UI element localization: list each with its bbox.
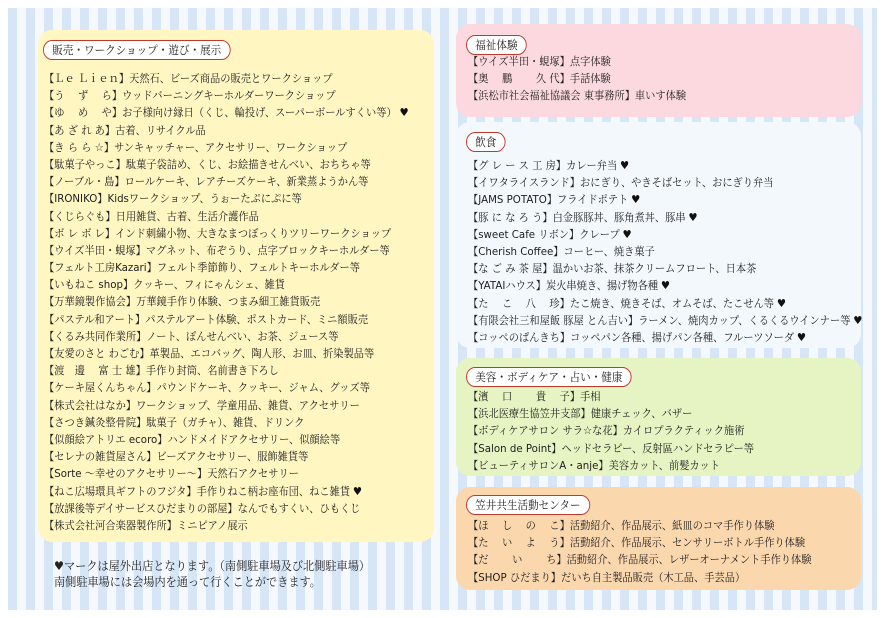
welfare-title: 福祉体験 — [466, 35, 527, 55]
exhibitor-description: ノート、ぽんせんべい、お茶、ジュース等 — [146, 329, 339, 343]
exhibitor-name: 【ねこ広場環具ギフトのフジタ】 — [44, 484, 197, 498]
list-item — [468, 260, 862, 277]
exhibitor-description: だいち自主製品販売（木工品、手芸品） — [561, 570, 746, 584]
exhibitor-description: クッキー、フィにゃんシェ、雑貨 — [133, 278, 286, 292]
list-item — [468, 457, 754, 474]
outdoor-note-line1: ♥マークは屋外出店となります。（南側駐車場及び北側駐車場） — [54, 559, 371, 573]
list-item — [44, 104, 409, 121]
list-item — [44, 208, 409, 225]
exhibitor-name: 【コッペのぱんきち】 — [468, 330, 571, 344]
list-item — [44, 328, 409, 345]
exhibitor-description: 活動紹介、作品展示、レザーオーナメント手作り体験 — [566, 553, 812, 567]
exhibitor-name: 【友愛のさと わごむ】 — [44, 347, 150, 360]
list-item — [44, 379, 409, 396]
beauty-panel — [456, 358, 861, 476]
exhibitor-name: 【ノーブル・島】 — [44, 175, 125, 189]
exhibitor-description: 日用雑貨、古着、生活介護作品 — [115, 209, 259, 223]
exhibitor-description: フライドポテト — [557, 193, 629, 207]
exhibitor-name: 【株式会社河合楽器製作所】 — [44, 518, 177, 532]
list-item — [468, 312, 862, 329]
exhibitor-name: 【だ い ち】 — [468, 553, 567, 567]
exhibitor-description: マグネット、布ぞうり、点字ブロックキーホルダー等 — [145, 243, 390, 257]
list-item — [468, 209, 862, 226]
exhibitor-description: 駄菓子袋詰め、くじ、お絵描きせんべい、おちちゃ等 — [125, 157, 371, 171]
list-item — [44, 173, 409, 190]
exhibitor-description: 天然石、ビーズ商品の販売とワークショップ — [129, 72, 333, 85]
exhibitor-description: 点字体験 — [569, 55, 611, 68]
list-item — [468, 517, 811, 534]
exhibitor-name: 【似顔絵アトリエ ecoro】 — [44, 432, 168, 446]
list-item — [44, 225, 409, 242]
exhibitor-name: 【あ ざ れ あ】 — [44, 123, 116, 137]
exhibitor-name: 【ケーキ屋くんちゃん】 — [44, 381, 157, 395]
list-item — [44, 414, 409, 431]
list-item — [468, 569, 811, 586]
exhibitor-description: パステルアート体験、ポストカード、ミニ額販売 — [145, 312, 369, 326]
outdoor-heart-icon: ♥ — [853, 313, 863, 327]
list-item — [44, 517, 409, 534]
exhibitor-name: 【JAMS POTATO】 — [468, 193, 558, 207]
exhibitor-description: 健康チェック、バザー — [590, 407, 693, 421]
sales-title: 販売・ワークショップ・遊び・展示 — [43, 40, 230, 60]
exhibitor-name: 【株式会社はなか】 — [44, 398, 137, 412]
exhibitor-name: 【sweet Cafe リボン】 — [468, 227, 580, 241]
exhibitor-description: インド刺繍小物、大きなまつぼっくりツリーワークショップ — [115, 226, 392, 240]
exhibitor-description: お子様向け縁日（くじ、輪投げ、スーパーボールすくい等） — [122, 106, 397, 120]
outdoor-note — [54, 558, 370, 590]
exhibitor-description: 万華鏡手作り体験、つまみ細工雑貨販売 — [136, 295, 321, 309]
exhibitor-name: 【Sorte ～幸せのアクセサリー～】 — [44, 467, 208, 481]
list-item — [468, 174, 862, 191]
exhibitor-name: 【な ご み 茶 屋】 — [468, 262, 553, 276]
list-item — [468, 295, 862, 312]
list-item — [468, 277, 862, 294]
exhibitor-description: パウンドケーキ、クッキー、ジャム、グッズ等 — [156, 381, 370, 395]
exhibitor-description: 炭火串焼き、揚げ物各種 — [545, 279, 659, 293]
exhibitor-name: 【浜松市社会福祉協議会 東事務所】 — [468, 89, 635, 103]
beauty-title: 美容・ボディケア・占い・健康 — [466, 367, 632, 387]
exhibitor-description: 手作り封筒、名前書き下ろし — [145, 364, 279, 378]
exhibitor-name: 【グ レ ー ス 工 房】 — [468, 159, 567, 172]
exhibitor-description: Kidsワークショップ、うぉーたぷにぷに等 — [107, 192, 302, 206]
exhibitor-name: 【ボ レ ボ レ】 — [44, 226, 116, 240]
list-item — [468, 422, 754, 439]
list-item — [44, 242, 409, 259]
list-item — [468, 226, 862, 243]
exhibitor-name: 【豚 に な ろ う】 — [468, 210, 553, 224]
list-item — [44, 139, 409, 156]
exhibitor-name: 【パステル和アート】 — [44, 312, 146, 326]
list-item — [468, 534, 811, 551]
outdoor-heart-icon: ♥ — [796, 330, 807, 344]
list-item — [468, 191, 862, 208]
outdoor-heart-icon: ♥ — [776, 296, 787, 310]
list-item — [468, 70, 686, 87]
list-item — [44, 345, 409, 362]
exhibitor-name: 【渡 邊 富 士 雄】 — [44, 364, 146, 378]
exhibitor-description: 手相 — [580, 390, 601, 403]
exhibitor-description: ミニピアノ展示 — [176, 518, 248, 532]
exhibitor-name: 【イワタライスランド】 — [468, 176, 581, 190]
exhibitor-description: なんでもすくい、ひもくじ — [237, 501, 361, 515]
exhibitor-description: 手作りねこ柄お座布団、ねこ雑貨 — [196, 484, 351, 498]
exhibitor-description: 美容カット、前髪カット — [608, 458, 721, 472]
exhibitor-description: フェルト季節飾り、フェルトキーホルダー等 — [156, 261, 360, 275]
outdoor-heart-icon: ♥ — [631, 193, 641, 207]
exhibitor-name: 【ウイズ半田・蜆塚】 — [44, 243, 146, 257]
kasai-list — [468, 517, 837, 586]
outdoor-heart-icon: ♥ — [660, 279, 671, 293]
exhibitor-name: 【Cherish Coffee】 — [468, 244, 564, 258]
outdoor-note-line2: 南側駐車場には会場内を通って行くことができます。 — [54, 575, 321, 589]
exhibitor-description: ワークショップ、学童用品、雑貨、アクセサリー — [136, 398, 360, 412]
list-item — [44, 483, 409, 500]
exhibitor-name: 【さつき鍼灸整骨院】 — [44, 415, 147, 429]
exhibitor-description: ロールケーキ、レアチーズケーキ、新業蒸ようかん等 — [124, 175, 369, 189]
exhibitor-name: 【フェルト工房Kazari】 — [44, 261, 157, 275]
list-item — [44, 156, 409, 173]
list-item — [468, 405, 754, 422]
exhibitor-description: おにぎり、やきそばセット、おにぎり弁当 — [580, 176, 774, 190]
list-item — [44, 190, 409, 207]
exhibitor-name: 【SHOP ひだまり】 — [468, 570, 562, 584]
exhibitor-description: たこ焼き、焼きそば、オムそば、たこせん等 — [569, 296, 775, 310]
list-item — [44, 122, 409, 139]
exhibitor-name: 【YATAIハウス】 — [468, 279, 546, 293]
list-item — [44, 311, 409, 328]
exhibitor-name: 【き ら ら ☆】 — [44, 140, 115, 154]
exhibitor-name: 【くじらぐも】 — [44, 209, 116, 223]
exhibitor-description: サンキャッチャー、アクセサリー、ワークショップ — [114, 140, 348, 154]
exhibitor-name: 【ほ し の こ】 — [468, 519, 570, 532]
welfare-panel — [456, 24, 861, 117]
exhibitor-name: 【有限会社三和屋飯 豚屋 とん吉い】 — [468, 313, 639, 327]
exhibitor-description: 白金豚豚丼、豚角煮丼、豚串 — [552, 210, 686, 224]
list-item — [468, 87, 686, 104]
list-item — [468, 157, 862, 174]
list-item — [44, 397, 409, 414]
exhibitor-description: 車いす体験 — [634, 89, 687, 103]
list-item — [44, 362, 409, 379]
list-item — [468, 551, 811, 568]
outdoor-heart-icon: ♥ — [399, 106, 409, 120]
list-item — [468, 329, 862, 346]
kasai-title: 笠井共生活動センター — [466, 495, 590, 515]
exhibitor-name: 【う ず ら】 — [44, 89, 123, 103]
exhibitor-name: 【セレナの雑貨屋さん】 — [44, 450, 157, 464]
exhibitor-name: 【IRONIKO】 — [44, 192, 108, 206]
kasai-panel — [456, 487, 861, 590]
exhibitor-description: ウッドバーニングキーホルダーワークショップ — [122, 89, 336, 103]
exhibitor-name: 【た こ 八 珍】 — [468, 296, 570, 310]
exhibitor-description: クレープ — [579, 227, 620, 241]
exhibitor-description: ハンドメイドアクセサリー、似顔絵等 — [167, 432, 341, 446]
exhibitor-description: ラーメン、焼肉カップ、くるくるウインナー等 — [638, 313, 851, 327]
outdoor-heart-icon: ♥ — [620, 159, 630, 172]
outdoor-heart-icon: ♥ — [352, 484, 363, 498]
food-title: 飲食 — [466, 132, 506, 152]
exhibitor-description: ヘッドセラピー、反射區ハンドセラピー等 — [561, 441, 755, 455]
list-item — [44, 87, 409, 104]
beauty-list — [468, 388, 776, 474]
list-item — [468, 243, 862, 260]
list-item — [468, 53, 686, 70]
exhibitor-name: 【濱 口 貴 子】 — [468, 390, 581, 403]
exhibitor-name: 【いもねこ shop】 — [44, 278, 134, 292]
outdoor-heart-icon: ♥ — [622, 227, 632, 241]
exhibitor-description: 天然石アクセサリー — [207, 467, 299, 481]
exhibitor-description: コーヒー、焼き菓子 — [563, 244, 655, 258]
exhibitor-name: 【奥 鵬 久 代】 — [468, 72, 570, 86]
exhibitor-description: 革製品、エコバッグ、陶人形、お皿、折染製品等 — [149, 347, 375, 360]
sales-panel — [38, 30, 434, 542]
list-item — [44, 259, 409, 276]
exhibitor-name: 【くるみ共同作業所】 — [44, 329, 147, 343]
exhibitor-description: 活動紹介、作品展示、センサリーボトル手作り体験 — [569, 536, 806, 550]
exhibitor-name: 【放課後等デイサービスひだまりの部屋】 — [44, 501, 238, 515]
exhibitor-description: カイロプラクティック施術 — [622, 424, 745, 438]
exhibitor-name: 【ウイズ半田・蜆塚】 — [468, 55, 570, 68]
exhibitor-name: 【Salon de Point】 — [468, 441, 562, 455]
food-list — [468, 157, 885, 346]
exhibitor-description: 駄菓子（ガチャ）、雑貨、ドリンク — [146, 415, 305, 429]
list-item — [44, 500, 409, 517]
list-item — [44, 431, 409, 448]
exhibitor-description: ビーズアクセサリー、服飾雑貨等 — [156, 450, 309, 464]
list-item — [44, 70, 409, 87]
food-panel — [456, 122, 861, 348]
list-item — [44, 448, 409, 465]
exhibitor-name: 【浜北医療生協笠井支部】 — [468, 407, 591, 421]
list-item — [44, 276, 409, 293]
list-item — [468, 388, 754, 405]
exhibitor-name: 【ゆ め や】 — [44, 106, 123, 120]
exhibitor-description: 古着、リサイクル品 — [115, 123, 206, 137]
outdoor-heart-icon: ♥ — [688, 210, 698, 224]
sales-list — [44, 70, 436, 534]
list-item — [44, 465, 409, 482]
exhibitor-name: 【ボディケアサロン サラ☆な花】 — [468, 424, 623, 438]
exhibitor-description: 手話体験 — [569, 72, 611, 86]
exhibitor-name: 【駄菓子やっこ】 — [44, 157, 126, 171]
exhibitor-name: 【ビューティサロンA・anje】 — [468, 458, 609, 472]
exhibitor-name: 【た い よ う】 — [468, 536, 570, 550]
list-item — [468, 440, 754, 457]
list-item — [44, 293, 409, 310]
exhibitor-description: 温かいお茶、抹茶クリームフロート、日本茶 — [552, 262, 757, 276]
welfare-list — [468, 53, 703, 105]
exhibitor-description: コッペパン各種、揚げパン各種、フルーツソーダ — [570, 330, 795, 344]
exhibitor-name: 【万華鏡製作協会】 — [44, 295, 137, 309]
exhibitor-description: 活動紹介、作品展示、紙皿のコマ手作り体験 — [569, 519, 775, 532]
exhibitor-name: 【Ｌｅ Ｌｉｅｎ】 — [44, 72, 130, 85]
exhibitor-description: カレー弁当 — [566, 159, 618, 172]
